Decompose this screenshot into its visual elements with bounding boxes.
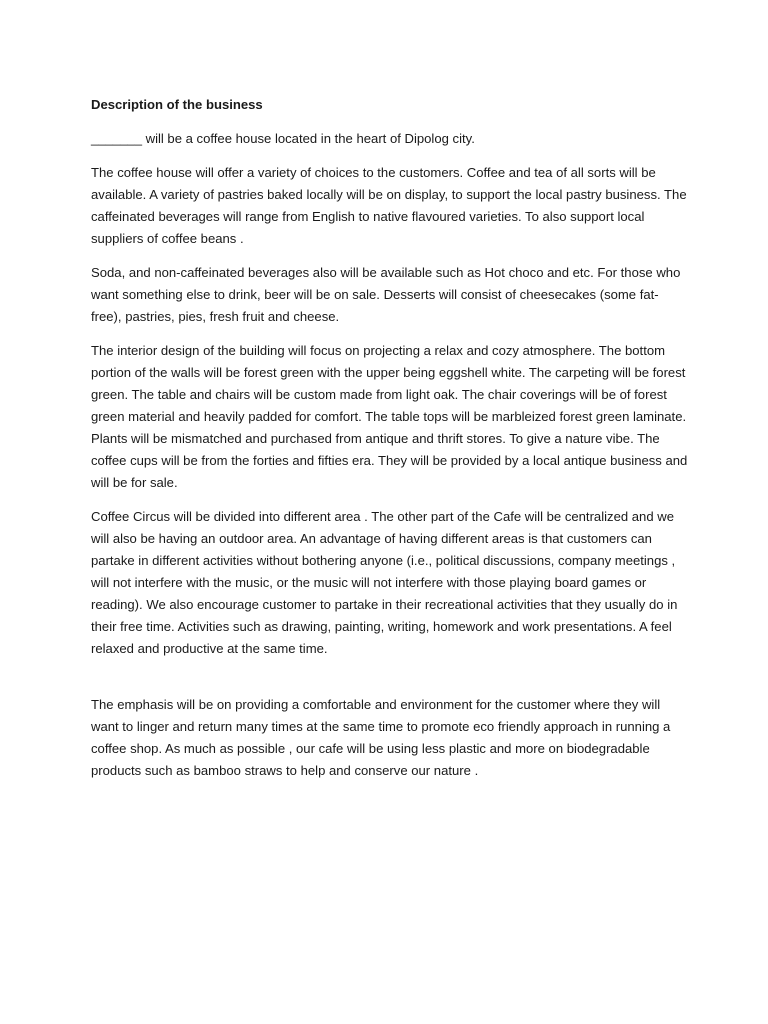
- paragraph-intro: _______ will be a coffee house located in the heart of Dipolog city.: [91, 131, 475, 146]
- paragraph-offerings: The coffee house will offer a variety of choices to the customers. Coffee and tea of all sorts will be available. A variety of pastries baked locally will be on display, to support the local pastry business. The caffeinated beverages will range from English to native flavoured varieties. To also support local suppliers of coffee beans .: [91, 165, 687, 246]
- section-heading: Description of the business: [91, 97, 263, 112]
- paragraph-interior-design: The interior design of the building will focus on projecting a relax and cozy atmosphere. The bottom portion of the walls will be forest green with the upper being eggshell white. The carpeting will be forest green. The table and chairs will be custom made from light oak. The chair coverings will be of forest green material and heavily padded for comfort. The table tops will be marbleized forest green laminate. Plants will be mismatched and purchased from antique and thrift stores. To give a nature vibe. The coffee cups will be from the forties and fifties era. They will be provided by a local antique business and will be for sale.: [91, 343, 688, 490]
- paragraph-areas: Coffee Circus will be divided into different area . The other part of the Cafe will be centralized and we will also be having an outdoor area. An advantage of having different areas is that customers can partake in different activities without bothering anyone (i.e., political discussions, company meetings , will not interfere with the music, or the music will not interfere with those playing board games or reading). We also encourage customer to partake in their recreational activities that they usually do in their free time. Activities such as drawing, painting, writing, homework and work presentations. A feel relaxed and productive at the same time.: [91, 509, 678, 656]
- paragraph-beverages: Soda, and non-caffeinated beverages also will be available such as Hot choco and etc. For those who want something else to drink, beer will be on sale. Desserts will consist of cheesecakes (some fat-free), pastries, pies, fresh fruit and cheese.: [91, 265, 681, 324]
- paragraph-emphasis: The emphasis will be on providing a comfortable and environment for the customer where they will want to linger and return many times at the same time to promote eco friendly approach in running a coffee shop. As much as possible , our cafe will be using less plastic and more on biodegradable products such as bamboo straws to help and conserve our nature .: [91, 697, 671, 778]
